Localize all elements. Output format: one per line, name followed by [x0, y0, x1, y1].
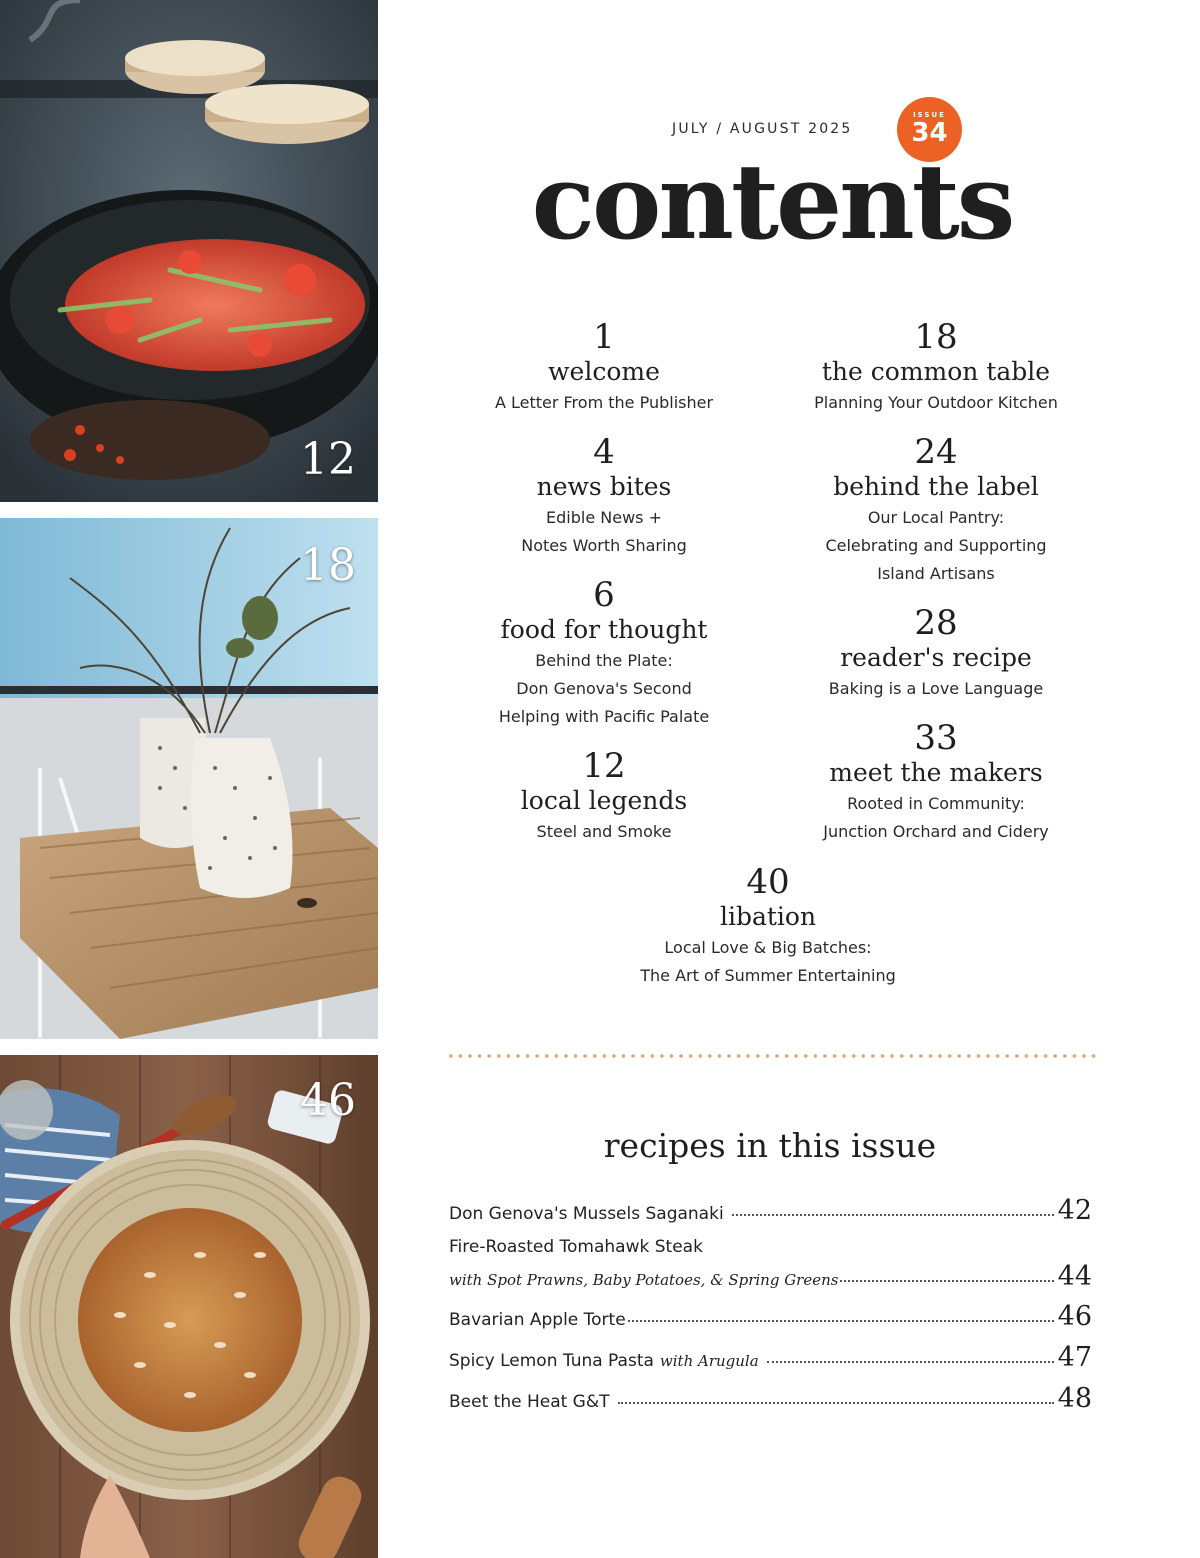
recipe-subtitle: with Spot Prawns, Baby Potatoes, & Spring Greens: [449, 1271, 839, 1289]
toc-description: Steel and Smoke: [536, 822, 672, 841]
toc-entry-readers-recipe[interactable]: [786, 604, 1086, 703]
issue-dateline: JULY / AUGUST 2025: [672, 121, 853, 137]
recipe-item[interactable]: [449, 1385, 1092, 1412]
toc-entry-local-legends[interactable]: [454, 747, 754, 846]
photo-page-number: 46: [300, 1075, 356, 1126]
dot-leader: [618, 1401, 1054, 1404]
toc-description: Planning Your Outdoor Kitchen: [814, 393, 1058, 412]
recipe-item[interactable]: [449, 1197, 1092, 1224]
toc-entry-common-table[interactable]: [786, 318, 1086, 417]
toc-page-number: 4: [593, 432, 615, 472]
toc-section-title: libation: [719, 902, 817, 931]
photo-wok-fire: [0, 0, 378, 502]
toc-description: Notes Worth Sharing: [521, 536, 687, 555]
recipe-name: Fire-Roasted Tomahawk Steak: [449, 1237, 703, 1257]
dot-leader: [767, 1360, 1054, 1363]
recipe-page-number: 46: [1057, 1301, 1092, 1332]
toc-description: The Art of Summer Entertaining: [640, 966, 896, 985]
toc-description: A Letter From the Publisher: [494, 393, 714, 412]
photo-page-number: 12: [300, 434, 356, 485]
recipes-heading: recipes in this issue: [603, 1126, 937, 1165]
toc-page-number: 12: [582, 746, 626, 786]
toc-description: Celebrating and Supporting: [825, 536, 1047, 555]
toc-description: Our Local Pantry:: [867, 508, 1005, 527]
toc-page-number: 1: [593, 317, 615, 357]
photo-apple-torte: [0, 1055, 378, 1558]
toc-entry-welcome[interactable]: [454, 318, 754, 417]
photo-page-number: 18: [300, 540, 356, 591]
recipe-name: Beet the Heat G&T: [449, 1392, 610, 1412]
photo-patio-table: [0, 518, 378, 1039]
toc-page-number: 40: [746, 862, 790, 902]
toc-section-title: behind the label: [833, 472, 1039, 501]
toc-section-title: food for thought: [500, 615, 708, 644]
toc-description: Don Genova's Second: [516, 679, 692, 698]
toc-section-title: reader's recipe: [840, 643, 1032, 672]
dot-leader: [732, 1213, 1054, 1216]
torte-photo-illustration: [0, 1055, 378, 1558]
dot-leader: [840, 1279, 1053, 1282]
toc-section-title: meet the makers: [829, 758, 1043, 787]
recipe-name: Spicy Lemon Tuna Pasta: [449, 1351, 654, 1371]
toc-section-title: news bites: [536, 472, 672, 501]
recipe-item[interactable]: [449, 1237, 1092, 1290]
recipe-page-number: 47: [1057, 1342, 1092, 1373]
dotted-divider: [446, 1053, 1096, 1059]
recipe-name: Bavarian Apple Torte: [449, 1310, 626, 1330]
patio-photo-illustration: [0, 518, 378, 1039]
toc-page-number: 18: [914, 317, 958, 357]
wok-photo-illustration: [0, 0, 378, 502]
recipe-item[interactable]: [449, 1303, 1092, 1330]
toc-entry-behind-the-label[interactable]: [786, 433, 1086, 588]
recipe-subtitle: with Arugula: [659, 1352, 759, 1370]
toc-entry-food-for-thought[interactable]: [454, 576, 754, 731]
toc-page-number: 28: [914, 603, 958, 643]
recipe-item[interactable]: [449, 1344, 1092, 1371]
toc-section-title: the common table: [821, 357, 1051, 386]
recipe-page-number: 44: [1057, 1261, 1092, 1292]
toc-description: Edible News +: [546, 508, 662, 527]
toc-entry-news-bites[interactable]: [454, 433, 754, 560]
toc-description: Behind the Plate:: [535, 651, 673, 670]
toc-section-title: welcome: [548, 357, 660, 386]
toc-section-title: local legends: [520, 786, 688, 815]
toc-description: Island Artisans: [877, 564, 995, 583]
toc-description: Baking is a Love Language: [828, 679, 1044, 698]
toc-page-number: 24: [914, 432, 958, 472]
toc-description: Rooted in Community:: [847, 794, 1025, 813]
toc-page-number: 6: [593, 575, 615, 615]
recipe-page-number: 42: [1057, 1195, 1092, 1226]
toc-entry-meet-the-makers[interactable]: [786, 719, 1086, 846]
dot-leader: [628, 1319, 1054, 1322]
issue-badge-label: ISSUE: [913, 111, 946, 119]
recipe-name: Don Genova's Mussels Saganaki: [449, 1204, 724, 1224]
toc-page-number: 33: [914, 718, 958, 758]
toc-entry-libation[interactable]: [618, 863, 918, 990]
issue-badge-number: 34: [911, 118, 948, 148]
recipe-page-number: 48: [1057, 1383, 1092, 1414]
toc-description: Junction Orchard and Cidery: [823, 822, 1049, 841]
toc-description: Local Love & Big Batches:: [664, 938, 872, 957]
page-title: contents: [531, 140, 1013, 263]
toc-description: Helping with Pacific Palate: [498, 707, 710, 726]
